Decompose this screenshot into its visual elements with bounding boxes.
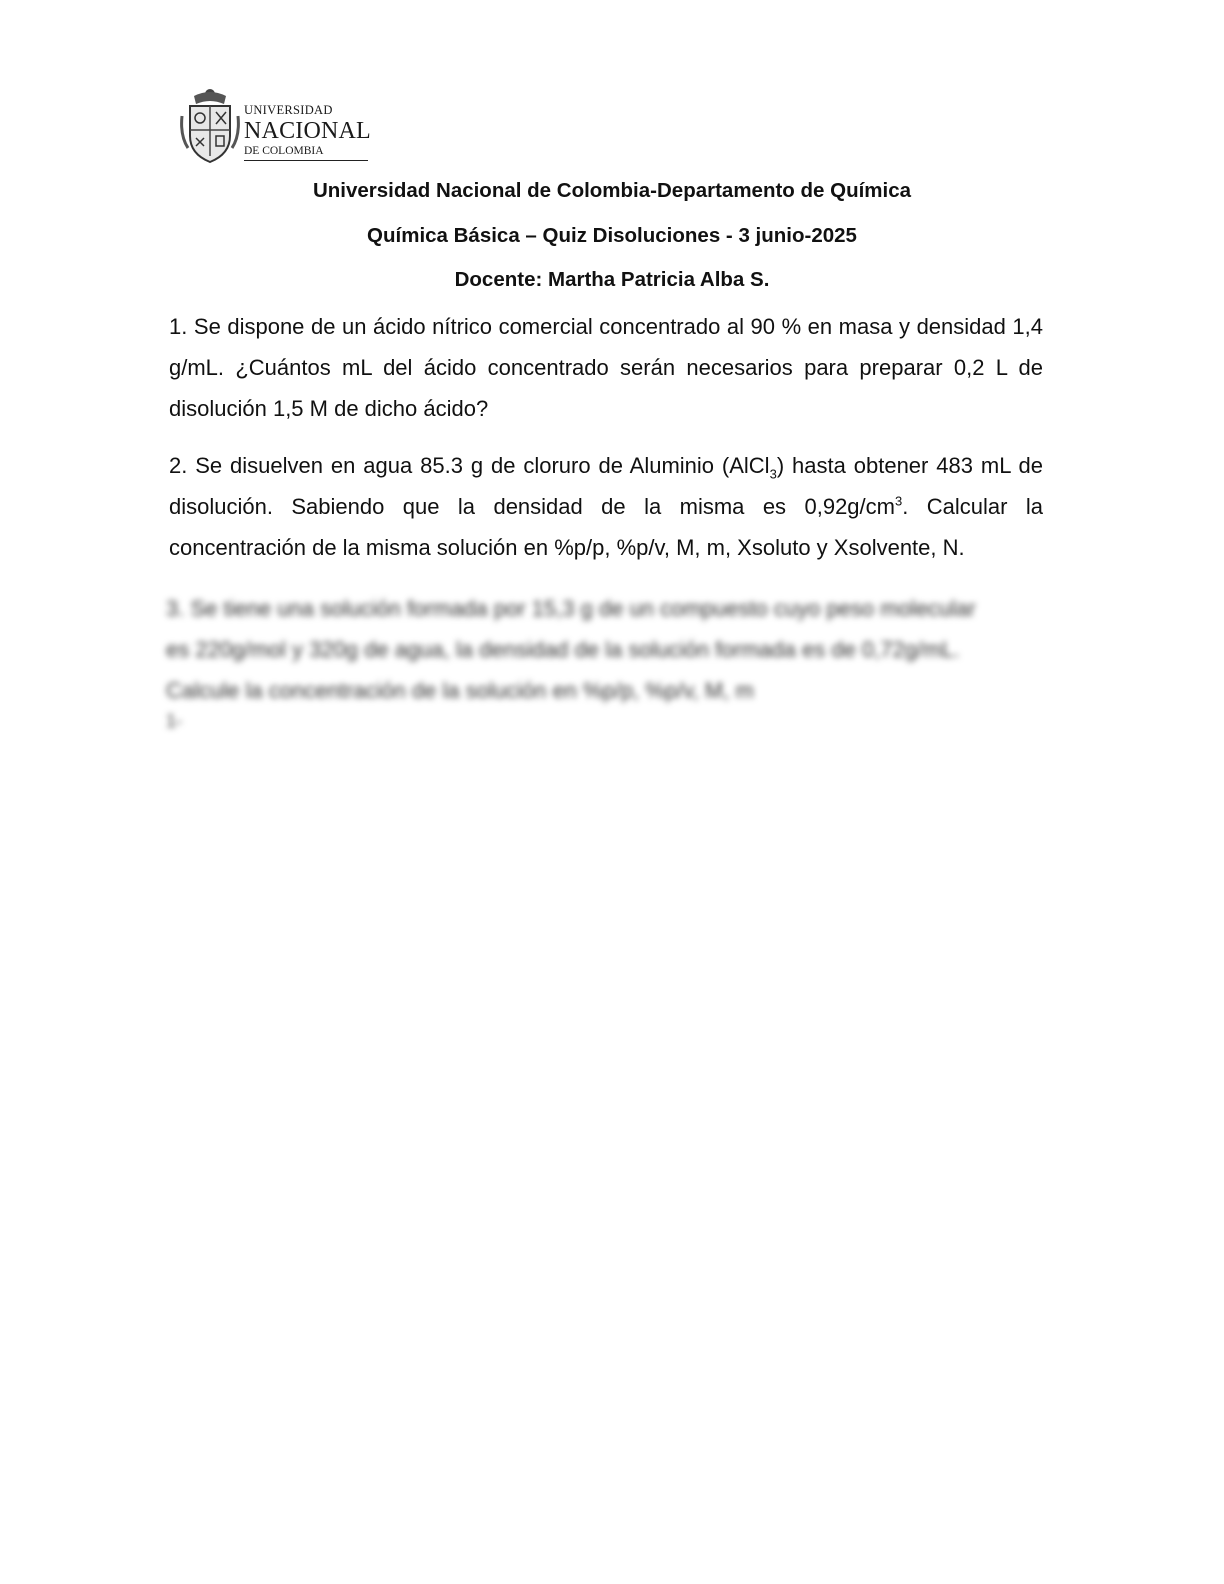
blurred-line: 3. Se tiene una solución formada por 15,3 g de un compuesto cuyo peso molecular xyxy=(166,596,976,621)
question-2-text-c: . Calcular la concentración de la misma solución en %p/p, %p/v, M, m, Xsoluto y Xsolvente, N. xyxy=(169,494,1043,560)
question-2-text-b: ) hasta obtener 483 mL de disolución. Sabiendo que la densidad de la misma es 0,92g/cm xyxy=(169,453,1043,519)
blurred-line: es 220g/mol y 320g de agua, la densidad de la solución formada es de 0,72g/mL. xyxy=(166,637,960,662)
logo-line-universidad: UNIVERSIDAD xyxy=(244,103,333,117)
logo-line-nacional: NACIONAL xyxy=(244,117,371,144)
question-2-subscript: 3 xyxy=(769,466,777,482)
logo-wordmark xyxy=(244,104,371,161)
blurred-line: Calcule la concentración de la solución en %p/p, %p/v, M, m xyxy=(166,678,754,703)
teacher-name: Docente: Martha Patricia Alba S. xyxy=(454,268,770,291)
question-2 xyxy=(169,445,1043,568)
logo-line-de-colombia: DE COLOMBIA xyxy=(244,146,368,162)
course-title: Química Básica – Quiz Disoluciones - 3 junio-2025 xyxy=(367,224,857,247)
question-3-blurred xyxy=(166,588,1048,731)
blurred-line: 1- xyxy=(166,711,183,731)
question-2-text-a: 2. Se disuelven en agua 85.3 g de cloruro de Aluminio (AlCl xyxy=(169,453,770,478)
university-logo xyxy=(180,86,370,166)
question-2-superscript: 3 xyxy=(894,493,903,509)
institution-title: Universidad Nacional de Colombia-Departamento de Química xyxy=(312,179,912,202)
question-1: 1. Se dispone de un ácido nítrico comercial concentrado al 90 % en masa y densidad 1,4 g/mL. ¿Cuántos mL del ácido concentrado serán necesarios para preparar 0,2 L de disolución 1,5 M de dicho ácido? xyxy=(169,314,1043,421)
coat-of-arms-icon xyxy=(180,86,240,166)
